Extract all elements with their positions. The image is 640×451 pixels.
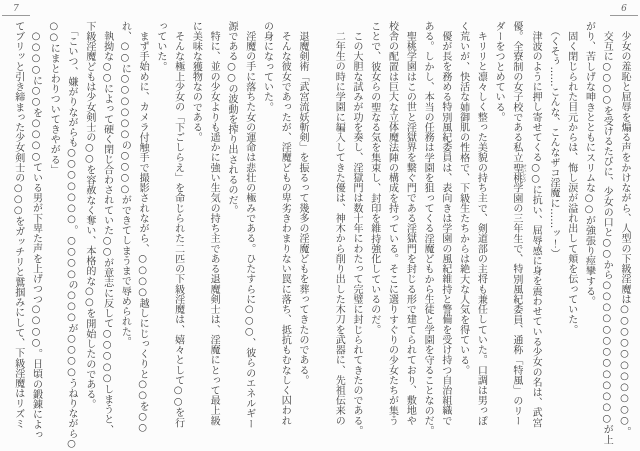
page-number-left: 7: [2, 3, 30, 16]
text-column: てブリッと引き締まった少女剣士の○○○をガッチリと鷲掴みにして、下級淫魔はリズミ: [12, 21, 24, 429]
text-column: 少女の羞恥と屈辱を煽る声をかけながら、人型の下級淫魔は○○○○○○○○○○○。: [619, 31, 630, 437]
text-column: キリリと凛々しく整った美貌の持ち主で、剣道部の主将も兼任していた。口調は男っぽ: [475, 31, 487, 426]
text-column: 執拗な○○によって硬く閉じ合わされていた○○が意志に反して○○○○○しまうと、: [101, 31, 113, 435]
page-6-text-block: [331, 21, 633, 445]
text-column: 淫魔の手に落ちた女の運命は悲壮の極みである。ひたすらに○○○、彼らのエネルギー: [243, 31, 255, 429]
text-column: 退魔剣術「武宮流妖斬剣」を振るって幾多の淫魔どもを葬ってきたのである。: [297, 31, 308, 386]
text-column: 校舎の配置は巨大な立体魔法陣の構成を持っている。そこに選りすぐりの少女たちが集う: [386, 21, 398, 426]
text-column: そんな極上少女の「下ごしらえ」を命じられた二匹の下級淫魔は、嬉々として○○を行: [172, 31, 184, 428]
text-column: 交互に○○○○を受けるたびに、少女の口と○○から○○○○○○○○○○○○○が上: [601, 31, 613, 445]
text-column: 津波のように押し寄せてくる○○に抗い、屈辱感に身を震わせている少女の名は、武宮: [530, 31, 542, 428]
text-column: ○○○○に○○を○○○○ている男が下卑た声を上げつつ○○○○。日頃の鍛錬によっ: [30, 31, 42, 440]
text-column: 聖桃学園はこの世と淫獄界を繋ぐ門である淫獄門を封じる形で建てられており、敷地や: [404, 31, 416, 426]
text-column: 源である○○の波動を搾り出されるのだ。: [225, 21, 237, 216]
text-column: っていた。: [154, 21, 166, 72]
text-column: ダーをつとめている。: [493, 21, 505, 123]
text-column: 下級淫魔どもは少女剣士の○○を容赦なく奪い、本格的な○○を開始したのである。: [83, 21, 95, 410]
text-column: そんな彼女であったが、淫魔どもの卑劣きわまりない罠に落ち、抵抗もむなしく囚われ: [279, 31, 291, 426]
furigana-annotated-word: 聖桃 せいとう: [510, 162, 527, 183]
text-column: まず手始めに、カメラ付触手で撮影されながら、○○○○越しにじっくりと○○を○○: [137, 31, 149, 434]
text-column: に美味な獲物なのである。: [190, 21, 202, 143]
page-number-right: 6: [610, 3, 638, 16]
text-column: 二年生の時に学園に編入してきた優は、神木から削り出した木刀を武器に、先祖伝来の: [333, 31, 345, 426]
text-column: がり、苦しげな呻きとともにスリムな○○が強張り痙攣する。: [583, 21, 595, 307]
text-column: （くそぅ……こんな、こんなザコ淫魔に……ッ！）: [547, 26, 559, 259]
text-column: ことで、彼女らの聖なる気を集束し、封印を維持強化しているのだ。: [368, 21, 380, 335]
text-column: く荒いが、快活な姉御肌の性格で、下級生たちからは絶大な人気を得ている。: [457, 21, 469, 376]
text-column: 優が長を務める特別風紀委員は、表向きは学園の風紀維持と警備を受け持つ自治組織で: [439, 31, 451, 426]
text-column: この大胆な試みが功を奏し、淫獄門は数十年にわたって完璧に封じられてきたのである。: [351, 31, 363, 436]
text-column: 固く閉じられた目元からは、悔し涙が溢れ出して頬を伝っていた。: [565, 31, 577, 335]
text-column: 特に、並の少女よりも遥かに強い生気の持ち主である退魔剣士は、淫魔にとって最上級: [208, 31, 220, 426]
page-7-text-block: [9, 21, 311, 450]
text-column: 優。全寮制の女子校である私立聖桃 せいとう学園の三年生で、特別風紀委員、通称「特風」のリー: [510, 21, 527, 426]
text-column: の身になっていた。: [261, 21, 273, 113]
text-column: ある。しかし、本当の任務は学園を狙ってくる淫魔どもから生徒と学園を守ることなのだ。: [422, 21, 434, 436]
text-column: ○○にまとわりついてきやがる」: [48, 21, 60, 175]
text-column: 「こいつ、嫌がりながらも○○○○○○○。○○○○の○○○が○○○○うねりながら○: [66, 26, 78, 450]
text-column: れ、○○に○○○○○○の○○○○ができてしまうまで辱められた。: [119, 21, 131, 347]
